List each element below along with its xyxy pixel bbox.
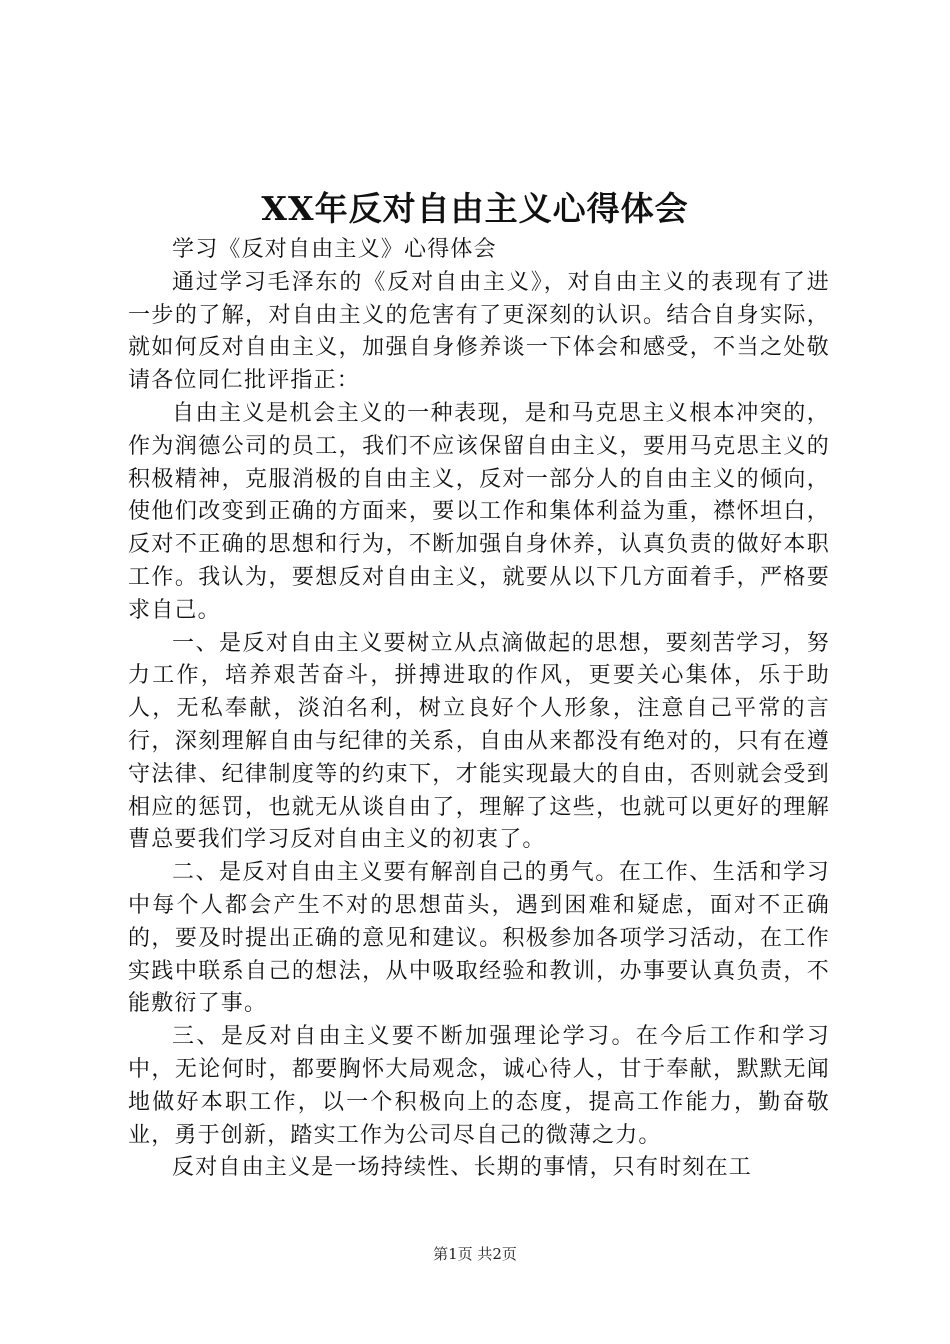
paragraph-liberalism: 自由主义是机会主义的一种表现，是和马克思主义根本冲突的，作为润德公司的员工，我们不应该保留自由主义，要用马克思主义的积极精神，克服消极的自由主义，反对一部分人的自由主义的倾向，使他们改变到正确的方面来，要以工作和集体利益为重，襟怀坦白，反对不正确的思想和行为，不断加强自身休养，认真负责的做好本职工作。我认为，要想反对自由主义，就要从以下几方面着手，严格要求自己。 xyxy=(128,400,830,623)
document-title: XX年反对自由主义心得体会 xyxy=(261,189,689,228)
page-footer: 第1页 共2页 xyxy=(433,1245,517,1263)
paragraph-conclusion: 反对自由主义是一场持续性、长期的事情，只有时刻在工 xyxy=(172,1155,753,1181)
document-body xyxy=(128,234,830,1185)
paragraph-point-one: 一、是反对自由主义要树立从点滴做起的思想，要刻苦学习，努力工作，培养艰苦奋斗，拼搏进取的作风，更要关心集体，乐于助人，无私奉献，淡泊名利，树立良好个人形象，注意自己平常的言行，深刻理解自由与纪律的关系，自由从来都没有绝对的，只有在遵守法律、纪律制度等的约束下，才能实现最大的自由，否则就会受到相应的惩罚，也就无从谈自由了，理解了这些，也就可以更好的理解曹总要我们学习反对自由主义的初衷了。 xyxy=(128,630,830,853)
paragraph-point-two: 二、是反对自由主义要有解剖自己的勇气。在工作、生活和学习中每个人都会产生不对的思想苗头，遇到困难和疑虑，面对不正确的，要及时提出正确的意见和建议。积极参加各项学习活动，在工作实践中联系自己的想法，从中吸取经验和教训，办事要认真负责，不能敷衍了事。 xyxy=(128,860,830,1017)
paragraph-subtitle: 学习《反对自由主义》心得体会 xyxy=(172,237,497,262)
paragraph-point-three: 三、是反对自由主义要不断加强理论学习。在今后工作和学习中，无论何时，都要胸怀大局观念，诚心待人，甘于奉献，默默无闻地做好本职工作，以一个积极向上的态度，提高工作能力，勤奋敬业，勇于创新，踏实工作为公司尽自己的微薄之力。 xyxy=(128,1024,830,1148)
paragraph-intro: 通过学习毛泽东的《反对自由主义》，对自由主义的表现有了进一步的了解，对自由主义的危害有了更深刻的认识。结合自身实际，就如何反对自由主义，加强自身修养谈一下体会和感受，不当之处敬请各位同仁批评指正： xyxy=(128,269,830,394)
